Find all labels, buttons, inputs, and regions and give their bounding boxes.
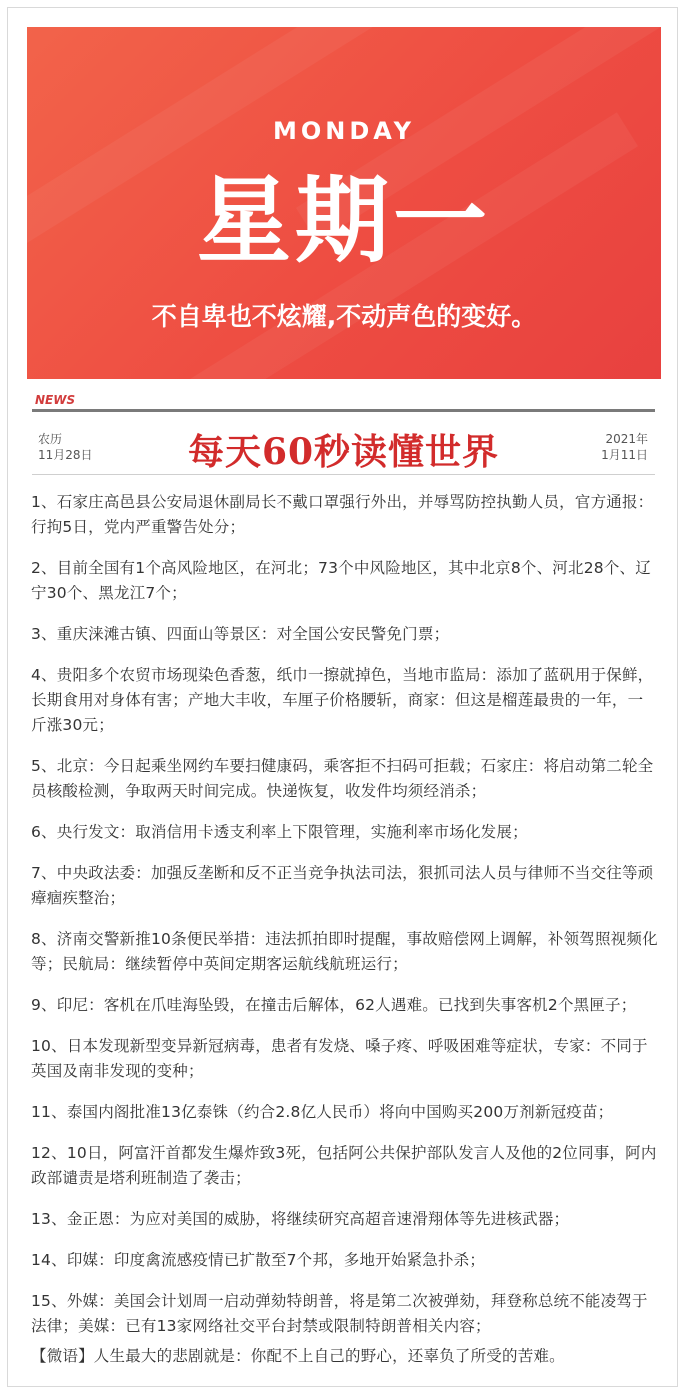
news-item: 9、印尼：客机在爪哇海坠毁，在撞击后解体，62人遇难。已找到失事客机2个黑匣子； — [31, 996, 637, 1014]
news-item: 1、石家庄高邑县公安局退休副局长不戴口罩强行外出，并辱骂防控执勤人员，官方通报：行拘5日，党内严重警告处分； — [31, 493, 654, 536]
news-item: 10、日本发现新型变异新冠病毒，患者有发烧、嗓子疼、呼吸困难等症状，专家：不同于英国及南非发现的变种； — [31, 1037, 648, 1080]
weekday-chinese: 星期一 — [196, 166, 491, 276]
news-item: 2、目前全国有1个高风险地区，在河北；73个中风险地区，其中北京8个、河北28个、辽宁30个、黑龙江7个； — [31, 559, 651, 602]
news-item: 12、10日，阿富汗首都发生爆炸致3死，包括阿公共保护部队发言人及他的2位同事，阿内政部谴责是塔利班制造了袭击； — [31, 1144, 657, 1187]
news-tag: NEWS — [35, 393, 76, 407]
lunar-label: 农历 — [38, 432, 63, 446]
news-item: 11、泰国内阁批准13亿泰铢（约合2.8亿人民币）将向中国购买200万剂新冠疫苗； — [31, 1103, 614, 1121]
news-item: 14、印媒：印度禽流感疫情已扩散至7个邦，多地开始紧急扑杀； — [31, 1251, 486, 1269]
news-list — [31, 490, 658, 1355]
day-label: 1月11日 — [601, 448, 648, 462]
news-item: 15、外媒：美国会计划周一启动弹劾特朗普，将是第二次被弹劾，拜登称总统不能凌驾于法律；美媒：已有13家网络社交平台封禁或限制特朗普相关内容； — [31, 1292, 648, 1335]
news-item: 3、重庆涞滩古镇、四面山等景区：对全国公安民警免门票； — [31, 625, 450, 643]
header-divider — [32, 409, 655, 412]
year-label: 2021年 — [605, 432, 648, 446]
title-divider — [32, 474, 655, 475]
news-item: 7、中央政法委：加强反垄断和反不正当竞争执法司法，狠抓司法人员与律师不当交往等顽瘴痼疾整治； — [31, 864, 654, 907]
news-item: 8、济南交警新推10条便民举措：违法抓拍即时提醒，事故赔偿网上调解，补领驾照视频化等；民航局：继续暂停中英间定期客运航线航班运行； — [31, 930, 658, 973]
weekday-banner — [27, 27, 661, 379]
weekday-english: MONDAY — [273, 117, 415, 145]
news-item: 5、北京：今日起乘坐网约车要扫健康码，乘客拒不扫码可拒载；石家庄：将启动第二轮全员核酸检测，争取两天时间完成。快递恢复，收发件均须经消杀； — [31, 757, 654, 800]
news-item: 4、贵阳多个农贸市场现染色香葱，纸巾一擦就掉色，当地市监局：添加了蓝矾用于保鲜，长期食用对身体有害；产地大丰收，车厘子价格腰斩，商家：但这是榴莲最贵的一年，一斤涨30元； — [31, 666, 654, 734]
banner-slogan: 不自卑也不炫耀,不动声色的变好。 — [151, 302, 537, 331]
news-item: 6、央行发文：取消信用卡透支利率上下限管理，实施利率市场化发展； — [31, 823, 528, 841]
page-title: 每天60秒读懂世界 — [187, 431, 500, 473]
gregorian-date — [578, 431, 648, 463]
daily-quote: 【微语】人生最大的悲剧就是：你配不上自己的野心，还辜负了所受的苦难。 — [31, 1347, 565, 1365]
news-item: 13、金正恩：为应对美国的威胁，将继续研究高超音速滑翔体等先进核武器； — [31, 1210, 570, 1228]
lunar-day: 11月28日 — [38, 448, 93, 462]
